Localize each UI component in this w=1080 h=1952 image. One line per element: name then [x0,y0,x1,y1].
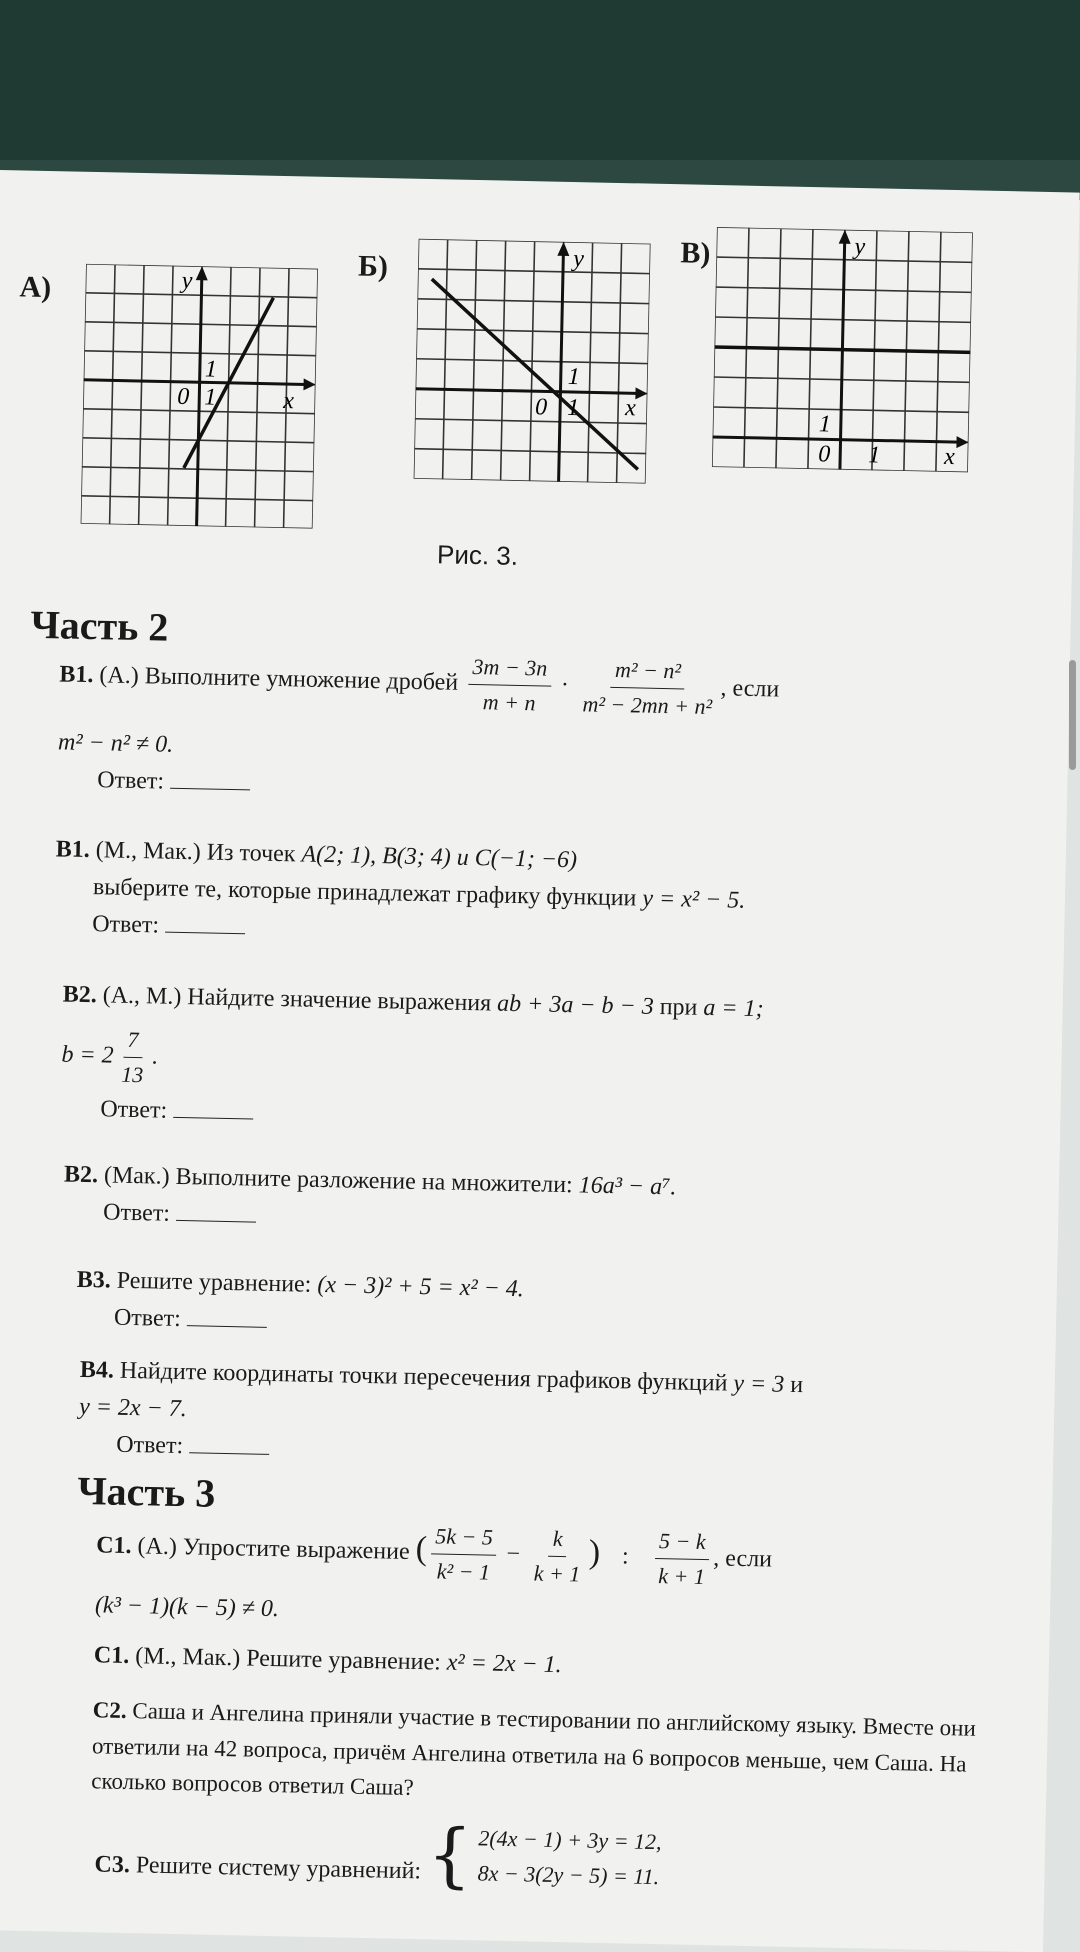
b-suffix: . [151,1043,158,1070]
task-suffix: , если [720,675,780,703]
task-label: В3. [76,1266,112,1294]
task-text: Упростите выражение [182,1534,410,1565]
task-function-1: y = 3 [733,1370,785,1398]
answer-blank[interactable] [165,932,245,935]
task-a-value: a = 1; [703,994,764,1023]
fraction-2: $\frac{\text{m² − n²}}{\text{m² − 2mn + n²}}$ [578,652,717,724]
graph-v-y-arrow-icon [839,230,851,244]
task-text: Выполните разложение на множители: [175,1163,574,1199]
graph-v-origin: 0 [817,441,831,468]
task-audience: (А.) [137,1533,178,1561]
task-label: С1. [95,1532,132,1560]
fraction-1: $\frac{3m - 3n}{m + n}$ [467,650,551,721]
answer-label: Ответ: [102,1199,171,1227]
part3-title: Часть 3 [76,1467,216,1516]
graph-b-x-arrow-icon [635,387,647,399]
task-label: С3. [94,1851,131,1879]
graph-b-x-axis [416,389,644,394]
minus-operator: − [506,1541,521,1568]
task-audience: (Мак.) [103,1162,170,1190]
task-label: В4. [79,1356,115,1384]
graph-b-unit-x: 1 [566,394,580,422]
figure-caption: Рис. 3. [436,539,519,571]
colon-operator: : [621,1543,629,1570]
task-label: В1. [59,661,94,689]
task-text: Решите систему уравнений: [135,1852,422,1885]
answer-label: Ответ: [100,1096,168,1125]
graph-a-x-label: x [282,387,295,415]
paren-open: ( [415,1530,428,1568]
graph-b-origin: 0 [534,394,548,421]
answer-blank[interactable] [187,1325,267,1328]
task-condition: (k³ − 1)(k − 5) ≠ 0. [94,1592,280,1623]
task-b1-a [57,641,1020,819]
task-c1-m [94,1637,1015,1693]
graph-b-x-label: x [624,395,637,422]
scrollbar[interactable] [1069,660,1076,770]
equation-system [426,1813,662,1897]
b-fraction: $\frac{7}{13}$ [117,1023,148,1093]
task-text-2: выберите те, которые принадлежат графику функции [92,874,637,912]
graph-v-unit-x: 1 [867,442,881,469]
equation-2: 8x − 3(2y − 5) = 11. [477,1860,660,1890]
answer-row [114,1300,1007,1356]
brace-icon: { [426,1813,473,1897]
graph-b-y-arrow-icon [557,242,569,256]
task-b2-m [63,1157,1014,1251]
task-expression: (x − 3)² + 5 = x² − 4. [317,1271,525,1303]
task-text: Выполните умножение дробей [144,663,459,696]
graph-b-y-label: y [572,246,585,273]
graph-a-y-axis [197,270,202,526]
task-b2-a [60,976,1013,1147]
task-label: В2. [63,1161,99,1189]
task-expression: 16a³ − a⁷. [578,1172,677,1201]
graph-v-x-axis [713,437,965,442]
answer-blank[interactable] [173,1117,253,1120]
task-audience: (А.) [99,662,140,690]
worksheet-page [0,170,1080,1952]
graph-b-unit-y: 1 [567,363,581,391]
graph-a-unit-y: 1 [204,356,218,383]
graph-a-x-arrow-icon [303,378,315,390]
task-label: В1. [55,836,91,864]
fraction-2: $\frac{k}{k + 1}$ [529,1521,585,1591]
task-and: и [790,1371,804,1399]
graph-v-x-arrow-icon [956,436,968,448]
graph-v-unit-y: 1 [818,411,832,438]
graph-a-x-axis [84,380,312,385]
graph-v-y-axis [840,234,845,470]
task-condition: m² − n² ≠ 0. [57,729,174,758]
equation-1: 2(4x − 1) + 3y = 12, [478,1825,662,1855]
graph-v-label: В) [680,236,711,270]
task-label: С2. [92,1697,127,1723]
answer-blank[interactable] [170,788,250,791]
task-function-2: y = 2x − 7. [78,1394,188,1423]
task-audience: (М., Мак.) [134,1643,241,1672]
task-c1-a [95,1512,1017,1644]
graph-v [712,227,973,472]
graph-v-y-label: y [854,233,866,261]
task-b3 [76,1262,1007,1356]
task-expression: x² = 2x − 1. [446,1649,562,1679]
paren-close: ) [588,1533,601,1571]
graph-a-unit-x: 1 [204,384,217,411]
task-text: Найдите значение выражения [187,984,492,1017]
graph-a-label: А) [19,270,52,305]
dot-operator: · [560,671,570,699]
graph-b [414,239,651,484]
answer-label: Ответ: [91,911,160,939]
part2-title: Часть 2 [30,601,169,650]
graph-b-label: Б) [357,249,389,284]
answer-label: Ответ: [96,767,165,795]
answer-label: Ответ: [116,1432,184,1460]
task-function: y = x² − 5. [642,885,746,914]
b-prefix: b = 2 [61,1041,114,1069]
task-label: С1. [93,1642,130,1670]
task-text: Саша и Ангелина приняли участие в тестировании по английскому языку. Вместе они ответили на 42 вопроса, причём Ангелина ответила на 6 вопросов меньше, чем Саша. На сколько вопросов ответил Саша? [91,1698,977,1801]
task-b1-m [54,831,1016,963]
graph-b-y-axis [559,246,564,482]
graph-a-origin: 0 [177,383,190,411]
task-when: при [659,994,698,1021]
task-label: В2. [62,981,98,1009]
task-expression: ab + 3a − b − 3 [496,990,655,1020]
answer-blank[interactable] [189,1453,269,1456]
task-text: Решите уравнение: [245,1645,442,1676]
task-points: A(2; 1), B(3; 4) и C(−1; −6) [301,841,578,874]
task-audience: (А., М.) [102,982,182,1010]
task-text: Решите уравнение: [116,1267,312,1298]
task-audience: (М., Мак.) [95,837,202,866]
answer-blank[interactable] [176,1220,256,1223]
fraction-1: $\frac{5k - 5}{\text{k² − 1}}$ [430,1519,497,1590]
graph-b-line [428,279,642,469]
graph-a-y-label: y [181,267,193,295]
graph-a-y-arrow-icon [196,266,208,280]
task-text: Найдите координаты точки пересечения графиков функций [119,1357,728,1397]
task-b4 [78,1352,1010,1483]
task-text: Из точек [206,839,296,868]
task-c2 [91,1692,993,1818]
graph-a [81,264,318,529]
answer-row [103,1195,1014,1251]
task-c3 [94,1812,995,1902]
task-suffix: , если [713,1545,773,1573]
graph-v-x-label: x [943,443,956,471]
answer-label: Ответ: [113,1304,182,1333]
fraction-3: $\frac{5 - k}{k + 1}$ [654,1524,710,1594]
